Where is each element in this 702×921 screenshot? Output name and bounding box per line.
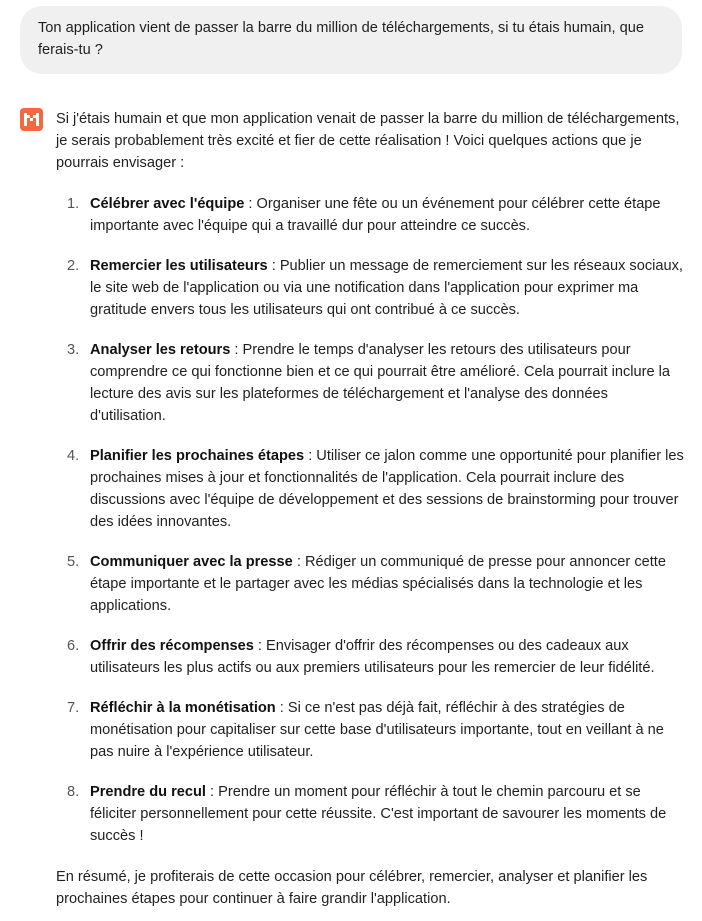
list-item — [56, 551, 684, 617]
answer-intro: Si j'étais humain et que mon application venait de passer la barre du million de téléchargements, je serais probablement très excité et fier de cette réalisation ! Voici quelques actions que je pourrais envisager : — [56, 111, 680, 171]
list-item-text: : Si ce n'est pas déjà fait, réfléchir à des stratégies de monétisation pour capitaliser sur cette base d'utilisateurs importante, tout en veillant à ne pas nuire à l'expérience utilisateur. — [90, 700, 664, 760]
list-item — [56, 445, 684, 533]
list-item-number: 2. — [67, 258, 80, 274]
list-item — [56, 781, 684, 847]
list-item-text: : Publier un message de remerciement sur les réseaux sociaux, le site web de l'application ou via une notification dans l'application pour exprimer ma gratitude envers tous les utilisateurs qui ont contribué à ce succès. — [90, 258, 683, 318]
assistant-answer — [56, 108, 684, 910]
user-message-bubble — [20, 6, 682, 74]
action-list — [56, 193, 684, 847]
list-item — [56, 339, 684, 427]
list-item-text: : Prendre le temps d'analyser les retours des utilisateurs pour comprendre ce qui fonctionne bien et ce qui pourrait être amélioré. Cela pourrait inclure la lecture des avis sur les plateformes de téléchargement et l'analyse des données d'utilisation. — [90, 342, 671, 424]
list-item — [56, 193, 684, 237]
list-item-number: 5. — [67, 554, 80, 570]
list-item-title: Analyser les retours — [90, 342, 231, 358]
list-item-number: 1. — [67, 196, 80, 212]
list-item-title: Prendre du recul — [90, 784, 206, 800]
list-item-text: : Rédiger un communiqué de presse pour annoncer cette étape importante et le partager avec les médias spécialisés dans la technologie et les applications. — [90, 554, 666, 614]
list-item-text: : Organiser une fête ou un événement pour célébrer cette étape importante avec l'équipe qui a travaillé dur pour atteindre ce succès. — [90, 196, 661, 234]
answer-outro: En résumé, je profiterais de cette occasion pour célébrer, remercier, analyser et planifier les prochaines étapes pour continuer à faire grandir l'application. — [56, 869, 648, 907]
list-item — [56, 635, 684, 679]
list-item-title: Offrir des récompenses — [90, 638, 254, 654]
list-item — [56, 255, 684, 321]
list-item-title: Réfléchir à la monétisation — [90, 700, 276, 716]
list-item-title: Célébrer avec l'équipe — [90, 196, 245, 212]
user-message-text: Ton application vient de passer la barre du million de téléchargements, si tu étais humain, que ferais-tu ? — [38, 20, 644, 58]
list-item-text: : Prendre un moment pour réfléchir à tout le chemin parcouru et se féliciter personnellement pour cette réussite. C'est important de savourer les moments de succès ! — [90, 784, 667, 844]
mistral-logo-glyph — [24, 113, 39, 126]
list-item-number: 6. — [67, 638, 80, 654]
list-item-number: 7. — [67, 700, 80, 716]
list-item-number: 4. — [67, 448, 80, 464]
list-item-number: 3. — [67, 342, 80, 358]
list-item-number: 8. — [67, 784, 80, 800]
list-item-title: Communiquer avec la presse — [90, 554, 293, 570]
list-item-text: : Envisager d'offrir des récompenses ou des cadeaux aux utilisateurs les plus actifs ou aux premiers utilisateurs pour les remercier de leur fidélité. — [90, 638, 655, 676]
mistral-logo-icon — [20, 108, 43, 131]
list-item-title: Remercier les utilisateurs — [90, 258, 268, 274]
list-item-text: : Utiliser ce jalon comme une opportunité pour planifier les prochaines mises à jour et fonctionnalités de l'application. Cela pourrait inclure des discussions avec l'équipe de développement et des sessions de brainstorming pour trouver des idées innovantes. — [90, 448, 684, 530]
list-item-title: Planifier les prochaines étapes — [90, 448, 305, 464]
list-item — [56, 697, 684, 763]
